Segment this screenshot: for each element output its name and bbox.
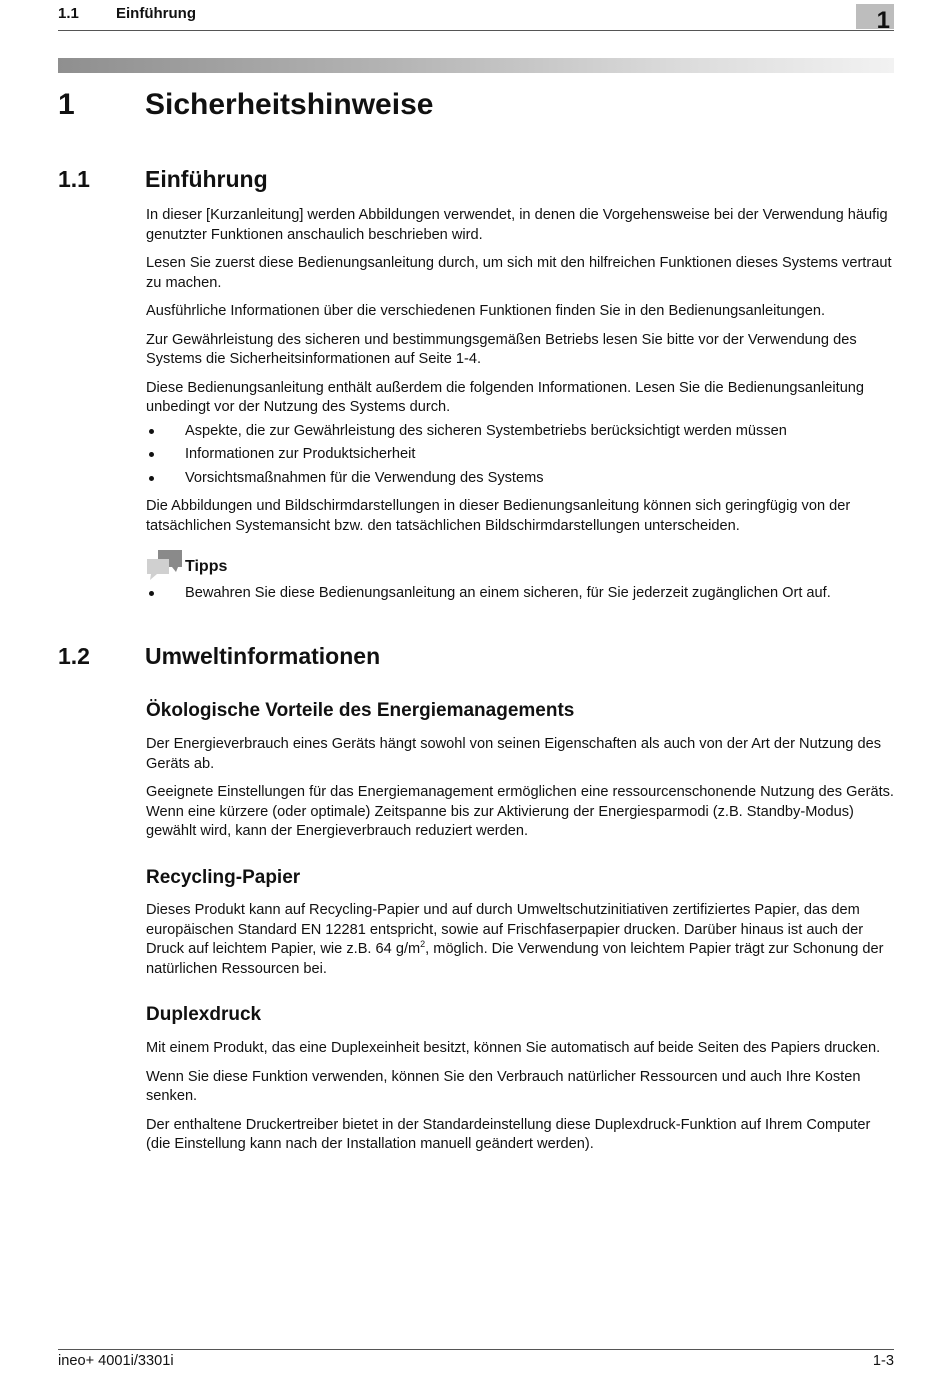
subheading-energy: Ökologische Vorteile des Energiemanagements	[146, 700, 575, 721]
duplex-body	[146, 1039, 896, 1164]
tips-icon	[146, 548, 184, 582]
section-number: 1.2	[58, 643, 90, 669]
list-item: Informationen zur Produktsicherheit	[146, 445, 896, 465]
recycling-text-start: Dieses Produkt kann auf Recycling-Papier und auf durch Umweltschutzinitiativen zertifiziertes Papier, das dem europäischen Standard EN 12281 entspricht, sowie auf Frischfaserpapier drucken. Darüber hinaus ist auch der Druck auf leichtem Papier, wie z.B. 64 g/m	[146, 902, 864, 957]
header-section-title: Einführung	[116, 5, 196, 22]
paragraph: Der enthaltene Druckertreiber bietet in der Standardeinstellung diese Duplexdruck-Funktion auf Ihrem Computer (die Einstellung kann nach der Installation manuell geändert werden).	[146, 1116, 871, 1152]
section-number: 1.1	[58, 166, 90, 192]
page-footer	[58, 1349, 894, 1374]
energy-body	[146, 735, 896, 851]
list-item: Bewahren Sie diese Bedienungsanleitung an einem sicheren, für Sie jederzeit zugänglichen Ort auf.	[146, 584, 896, 604]
section-title: Umweltinformationen	[145, 643, 381, 669]
paragraph: Zur Gewährleistung des sicheren und bestimmungsgemäßen Betriebs lesen Sie bitte vor der Verwendung des Systems die Sicherheitsinformationen auf Seite 1-4.	[146, 331, 857, 367]
chapter-title: Sicherheitshinweise	[145, 88, 434, 121]
section-1-1-body	[146, 206, 896, 545]
section-heading-1-2	[58, 643, 380, 670]
list-item: Aspekte, die zur Gewährleistung des sicheren Systembetriebs berücksichtigt werden müssen	[146, 422, 896, 442]
paragraph: Wenn Sie diese Funktion verwenden, können Sie den Verbrauch natürlicher Ressourcen und auch Ihre Kosten senken.	[146, 1068, 861, 1104]
paragraph: Mit einem Produkt, das eine Duplexeinheit besitzt, können Sie automatisch auf beide Seiten des Papiers drucken.	[146, 1040, 881, 1056]
footer-product: ineo+ 4001i/3301i	[58, 1353, 174, 1369]
paragraph: Geeignete Einstellungen für das Energiemanagement ermöglichen eine ressourcenschonende Nutzung des Geräts. Wenn eine kürzere (oder optimale) Zeitspanne bis zur Aktivierung der Energiesparmodi (z.B. Standby-Modus) gewählt wird, kann der Energieverbrauch reduziert werden.	[146, 784, 894, 839]
paragraph: In dieser [Kurzanleitung] werden Abbildungen verwendet, in denen die Vorgehensweise bei der Verwendung häufig genutzter Funktionen anschaulich beschrieben wird.	[146, 207, 888, 243]
chapter-tab: 1	[856, 4, 894, 29]
paragraph: Lesen Sie zuerst diese Bedienungsanleitung durch, um sich mit den hilfreichen Funktionen dieses Systems vertraut zu machen.	[146, 255, 892, 291]
chapter-number: 1	[58, 88, 75, 121]
header-section-number: 1.1	[58, 5, 79, 22]
tips-block	[146, 548, 896, 582]
section-title: Einführung	[145, 166, 268, 192]
paragraph: Der Energieverbrauch eines Geräts hängt sowohl von seinen Eigenschaften als auch von der Art der Nutzung des Geräts ab.	[146, 736, 881, 772]
section-heading-1-1	[58, 166, 268, 193]
tips-body	[146, 584, 896, 613]
paragraph	[146, 901, 896, 979]
paragraph: Ausführliche Informationen über die verschiedenen Funktionen finden Sie in den Bedienungsanleitungen.	[146, 303, 826, 319]
list-item: Vorsichtsmaßnahmen für die Verwendung des Systems	[146, 469, 896, 489]
recycling-body	[146, 901, 896, 988]
tips-label: Tipps	[185, 558, 228, 575]
recycling-text-end: , möglich. Die Verwendung von leichtem Papier trägt zur Schonung der natürlichen Ressourcen bei.	[146, 941, 884, 977]
chapter-gradient-bar	[58, 58, 894, 73]
paragraph: Die Abbildungen und Bildschirmdarstellungen in dieser Bedienungsanleitung können sich geringfügig von der tatsächlichen Systemansicht bzw. den tatsächlichen Bildschirmdarstellungen unterscheiden.	[146, 498, 851, 534]
superscript: 2	[420, 939, 426, 949]
chapter-heading	[58, 88, 433, 122]
tips-bullet-list	[146, 584, 896, 604]
paragraph: Diese Bedienungsanleitung enthält außerdem die folgenden Informationen. Lesen Sie die Bedienungsanleitung unbedingt vor der Nutzung des Systems durch.	[146, 379, 865, 415]
subheading-duplex: Duplexdruck	[146, 1004, 262, 1025]
subheading-recycling: Recycling-Papier	[146, 867, 301, 888]
info-bullet-list	[146, 422, 896, 489]
footer-page-number: 1-3	[872, 1353, 894, 1369]
running-header	[58, 4, 894, 31]
